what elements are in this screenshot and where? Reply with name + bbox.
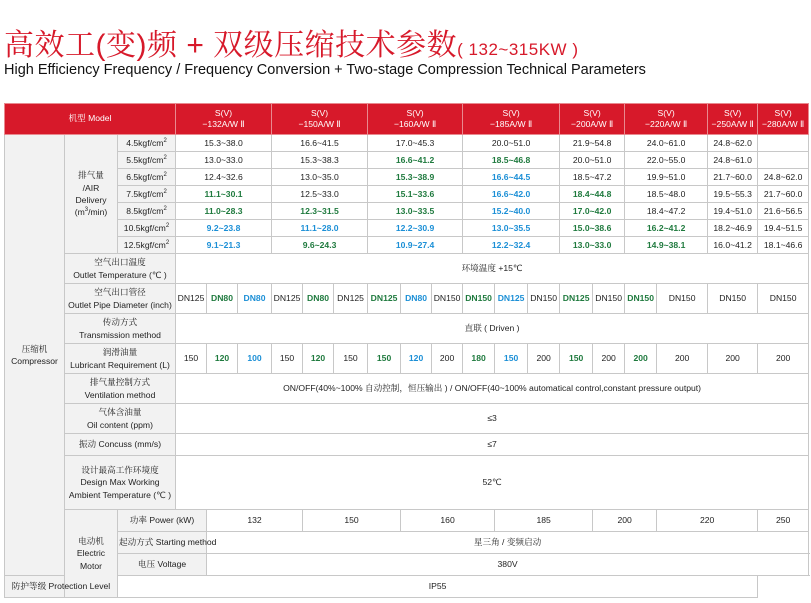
title-range: ( 132~315KW )	[457, 40, 579, 59]
delivery-value: 12.5~33.0	[272, 186, 368, 203]
delivery-value: 18.4~47.2	[625, 203, 708, 220]
delivery-value: 9.2~23.8	[176, 220, 272, 237]
delivery-value: 18.2~46.9	[708, 220, 758, 237]
table-row	[5, 374, 809, 404]
outlet-pipe-value: DN150	[528, 284, 560, 314]
lubricant-value: 200	[708, 344, 758, 374]
model-header-2: S(V) −160A/W Ⅱ	[368, 104, 463, 135]
table-row	[5, 434, 809, 456]
pressure-label: $7.5kgf/cm^2$	[118, 186, 176, 203]
model-header-0: S(V) −132A/W Ⅱ	[176, 104, 272, 135]
table-row	[5, 404, 809, 434]
delivery-value: 12.4~32.6	[176, 169, 272, 186]
delivery-value: 19.5~55.3	[708, 186, 758, 203]
table-row	[5, 220, 809, 237]
oil-content-value: ≤3	[176, 404, 809, 434]
delivery-value: 15.3~38.3	[272, 152, 368, 169]
table-row	[5, 456, 809, 510]
voltage-label: 电压 Voltage	[118, 554, 207, 576]
table-row	[5, 314, 809, 344]
protection-label: 防护等级 Protection Level	[5, 576, 118, 598]
spec-table-body	[5, 104, 809, 598]
transmission-value: 直联 ( Driven )	[176, 314, 809, 344]
lubricant-value: 100	[238, 344, 272, 374]
delivery-value: 24.8~62.0	[758, 169, 809, 186]
delivery-value: 15.1~33.6	[368, 186, 463, 203]
transmission-label: 传动方式 Transmission method	[65, 314, 176, 344]
delivery-value: 16.6~41.2	[368, 152, 463, 169]
table-row	[5, 186, 809, 203]
lubricant-value: 150	[560, 344, 593, 374]
delivery-value: 9.1~21.3	[176, 237, 272, 254]
delivery-value: 15.0~38.6	[560, 220, 625, 237]
delivery-value: 13.0~35.0	[272, 169, 368, 186]
vibration-value: ≤7	[176, 434, 809, 456]
pressure-label: $5.5kgf/cm^2$	[118, 152, 176, 169]
delivery-value: 22.0~55.0	[625, 152, 708, 169]
delivery-value: 14.9~38.1	[625, 237, 708, 254]
delivery-value: 13.0~35.5	[463, 220, 560, 237]
delivery-value: 24.0~61.0	[625, 135, 708, 152]
pressure-label: $10.5kgf/cm^2$	[118, 220, 176, 237]
vibration-label: 振动 Concuss (mm/s)	[65, 434, 176, 456]
table-row	[5, 169, 809, 186]
table-row	[5, 152, 809, 169]
lubricant-value: 150	[334, 344, 368, 374]
delivery-value: 15.2~40.0	[463, 203, 560, 220]
delivery-value: 10.9~27.4	[368, 237, 463, 254]
pressure-label: $6.5kgf/cm^2$	[118, 169, 176, 186]
delivery-value: 21.6~56.5	[758, 203, 809, 220]
delivery-value: 11.1~28.0	[272, 220, 368, 237]
delivery-value: 17.0~45.3	[368, 135, 463, 152]
lubricant-value: 200	[625, 344, 657, 374]
delivery-value: 18.5~46.8	[463, 152, 560, 169]
spec-table	[4, 103, 809, 598]
outlet-pipe-value: DN150	[593, 284, 625, 314]
delivery-value	[758, 152, 809, 169]
delivery-value: 12.3~31.5	[272, 203, 368, 220]
power-label: 功率 Power (kW)	[118, 510, 207, 532]
outlet-pipe-value: DN150	[463, 284, 495, 314]
outlet-pipe-value: DN125	[495, 284, 528, 314]
table-row	[5, 344, 809, 374]
starting-value: 星三角 / 变频启动	[207, 532, 809, 554]
title-cn: 高效工(变)频 + 双级压缩技术参数	[4, 29, 458, 62]
compressor-label: 压缩机 Compressor	[5, 135, 65, 576]
max-temp-label: 设计最高工作环境度 Design Max Working Ambient Temperature (℃ )	[65, 456, 176, 510]
outlet-pipe-value: DN80	[207, 284, 238, 314]
delivery-value: 18.5~48.0	[625, 186, 708, 203]
power-value: 160	[401, 510, 495, 532]
power-value: 185	[495, 510, 593, 532]
model-header-5: S(V) −220A/W Ⅱ	[625, 104, 708, 135]
delivery-value: 18.5~47.2	[560, 169, 625, 186]
delivery-value: 19.4~51.0	[708, 203, 758, 220]
delivery-value: 20.0~51.0	[560, 152, 625, 169]
power-value: 220	[657, 510, 758, 532]
lubricant-value: 200	[758, 344, 809, 374]
lubricant-value: 150	[495, 344, 528, 374]
model-header-label: 机型 Model	[5, 104, 176, 135]
outlet-pipe-value: DN150	[657, 284, 708, 314]
delivery-value: 19.4~51.5	[758, 220, 809, 237]
lubricant-value: 200	[593, 344, 625, 374]
lubricant-value: 120	[401, 344, 432, 374]
delivery-value: 12.2~30.9	[368, 220, 463, 237]
lubricant-value: 150	[176, 344, 207, 374]
model-header-7: S(V) −280A/W Ⅱ	[758, 104, 809, 135]
delivery-value: 11.1~30.1	[176, 186, 272, 203]
starting-label: 起动方式 Starting method	[118, 532, 207, 554]
delivery-value: 15.3~38.9	[368, 169, 463, 186]
page-subtitle: High Efficiency Frequency / Frequency Conversion + Two-stage Compression Technical Parameters	[4, 62, 646, 78]
delivery-value: 9.6~24.3	[272, 237, 368, 254]
model-header-6: S(V) −250A/W Ⅱ	[708, 104, 758, 135]
delivery-value: 21.9~54.8	[560, 135, 625, 152]
outlet-pipe-value: DN125	[368, 284, 401, 314]
lubricant-label: 润滑油量 Lubricant Requirement (L)	[65, 344, 176, 374]
max-temp-value: 52℃	[176, 456, 809, 510]
pressure-label: $12.5kgf/cm^2$	[118, 237, 176, 254]
outlet-pipe-value: DN80	[238, 284, 272, 314]
lubricant-value: 180	[463, 344, 495, 374]
power-value: 200	[593, 510, 657, 532]
delivery-value: 16.0~41.2	[708, 237, 758, 254]
voltage-value: 380V	[207, 554, 809, 576]
delivery-value: 12.2~32.4	[463, 237, 560, 254]
delivery-label: 排气量 /AIR Delivery $(m^3/\min)$	[65, 135, 118, 254]
delivery-value: 18.4~44.8	[560, 186, 625, 203]
delivery-value: 15.3~38.0	[176, 135, 272, 152]
delivery-value: 24.8~62.0	[708, 135, 758, 152]
delivery-value: 16.6~44.5	[463, 169, 560, 186]
pressure-label: $4.5kgf/cm^2$	[118, 135, 176, 152]
table-row	[5, 532, 809, 554]
delivery-value: 16.6~41.5	[272, 135, 368, 152]
outlet-pipe-value: DN150	[758, 284, 809, 314]
outlet-pipe-value: DN80	[401, 284, 432, 314]
outlet-pipe-value: DN125	[176, 284, 207, 314]
power-value: 250	[758, 510, 809, 532]
power-value: 150	[303, 510, 401, 532]
table-row	[5, 576, 809, 598]
motor-label: 电动机 Electric Motor	[65, 510, 118, 598]
delivery-value: 16.2~41.2	[625, 220, 708, 237]
outlet-pipe-value: DN150	[708, 284, 758, 314]
delivery-value: 13.0~33.0	[560, 237, 625, 254]
table-row	[5, 135, 809, 152]
power-value: 132	[207, 510, 303, 532]
model-header-4: S(V) −200A/W Ⅱ	[560, 104, 625, 135]
protection-value: IP55	[118, 576, 758, 598]
table-row	[5, 254, 809, 284]
delivery-value: 20.0~51.0	[463, 135, 560, 152]
delivery-value: 13.0~33.5	[368, 203, 463, 220]
outlet-pipe-value: DN125	[272, 284, 303, 314]
table-row	[5, 203, 809, 220]
pressure-label: $8.5kgf/cm^2$	[118, 203, 176, 220]
lubricant-value: 150	[368, 344, 401, 374]
delivery-value: 13.0~33.0	[176, 152, 272, 169]
lubricant-value: 120	[303, 344, 334, 374]
lubricant-value: 120	[207, 344, 238, 374]
table-row	[5, 510, 809, 532]
outlet-temp-label: 空气出口温度 Outlet Temperature (℃ )	[65, 254, 176, 284]
lubricant-value: 150	[272, 344, 303, 374]
page-title	[4, 20, 578, 64]
outlet-pipe-value: DN125	[560, 284, 593, 314]
ventilation-label: 排气量控制方式 Ventilation method	[65, 374, 176, 404]
outlet-pipe-value: DN125	[334, 284, 368, 314]
delivery-value	[758, 135, 809, 152]
delivery-value: 24.8~61.0	[708, 152, 758, 169]
lubricant-value: 200	[528, 344, 560, 374]
model-header-1: S(V) −150A/W Ⅱ	[272, 104, 368, 135]
delivery-value: 16.6~42.0	[463, 186, 560, 203]
delivery-value: 21.7~60.0	[708, 169, 758, 186]
ventilation-value: ON/OFF(40%~100% 自动控制，恒压输出 ) / ON/OFF(40~100% automatical control,constant pressure output)	[176, 374, 809, 404]
outlet-pipe-value: DN150	[625, 284, 657, 314]
table-row	[5, 104, 809, 135]
table-row	[5, 554, 809, 576]
lubricant-value: 200	[432, 344, 463, 374]
table-row	[5, 237, 809, 254]
delivery-value: 11.0~28.3	[176, 203, 272, 220]
delivery-value: 19.9~51.0	[625, 169, 708, 186]
delivery-value: 18.1~46.6	[758, 237, 809, 254]
delivery-value: 17.0~42.0	[560, 203, 625, 220]
lubricant-value: 200	[657, 344, 708, 374]
outlet-pipe-value: DN80	[303, 284, 334, 314]
delivery-value: 21.7~60.0	[758, 186, 809, 203]
table-row	[5, 284, 809, 314]
outlet-pipe-value: DN150	[432, 284, 463, 314]
outlet-temp-value: 环境温度 +15℃	[176, 254, 809, 284]
oil-content-label: 气体含油量 Oil content (ppm)	[65, 404, 176, 434]
model-header-3: S(V) −185A/W Ⅱ	[463, 104, 560, 135]
outlet-pipe-label: 空气出口管径 Outlet Pipe Diameter (inch)	[65, 284, 176, 314]
